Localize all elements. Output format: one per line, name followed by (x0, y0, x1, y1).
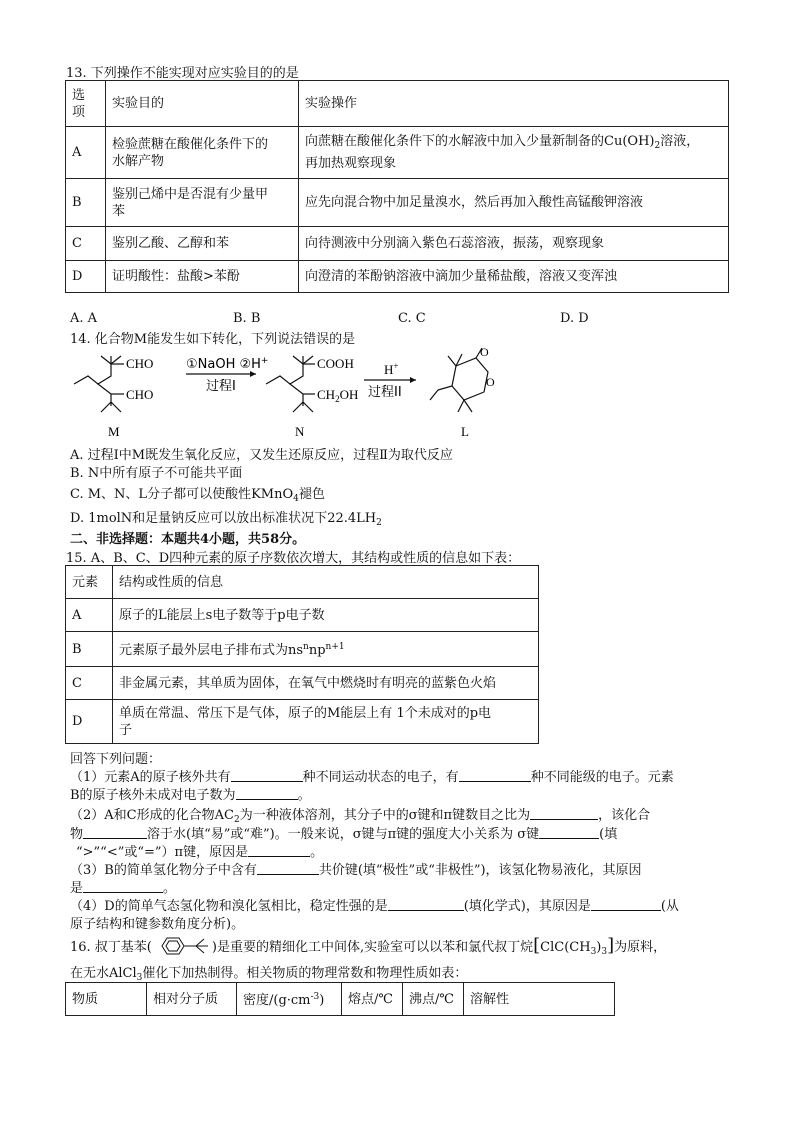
n-methyl-bond (293, 402, 303, 412)
q14-option-c-text: C. M、N、L分子都可以使酸性 (70, 487, 252, 502)
q15-row-info-mid: np (308, 643, 326, 658)
q15-p2-text: ，该化合 (598, 808, 651, 823)
q13-header-option-bottom: 项 (72, 104, 86, 120)
m-methyl-bond (111, 356, 121, 364)
table-row (66, 632, 539, 667)
q16-formula-sub: 3 (590, 947, 597, 957)
q14-option-d (70, 507, 382, 528)
n-ch2oh-tail: OH (339, 387, 359, 402)
q13-row-op-text: 向蔗糖在酸催化条件下的水解液中加入少量新制备的 (305, 134, 605, 149)
q13-row-op-formula: Cu(OH) (604, 134, 655, 149)
q13-row-goal (106, 127, 299, 179)
q14-option-c-sub: 4 (293, 494, 299, 504)
q13-row-goal: 鉴别乙酸、乙醇和苯 (106, 227, 299, 261)
q15-row-info: 原子的L能层上s电子数等于p电子数 (113, 599, 539, 632)
step1-reagents-text: ①NaOH ②H (186, 357, 261, 372)
q15-row-info-text: 元素原子最外层电子排布式为ns (119, 643, 304, 658)
q13-option-b: B. B (233, 311, 261, 326)
q13-row-key: C (66, 227, 106, 261)
q16-text: 为原料， (614, 940, 667, 955)
q15-row-info-line1: 单质在常温、常压下是气体，原子的M能层上有 1个未成对的p电 (119, 705, 492, 721)
q14-option-d-sub: 2 (376, 518, 382, 528)
q15-p2-text: “>”“<”或“=”）π键，原因是 (76, 845, 249, 860)
answer-blank[interactable] (231, 769, 303, 782)
l-methyl-bond (458, 400, 464, 412)
q14-title: 14. 化合物M能发生如下转化，下列说法错误的是 (70, 332, 356, 347)
n-cooh: COOH (317, 356, 354, 371)
q15-part4-line2: 原子结构和键参数角度分析)。 (70, 917, 245, 932)
q14-reaction-scheme (66, 344, 506, 444)
l-carbonyl-o: O (480, 345, 489, 359)
step1-reagents (186, 356, 268, 372)
m-methyl-bond (101, 402, 111, 412)
q15-title: 15. A、B、C、D四种元素的原子序数依次增大，其结构或性质的信息如下表： (66, 551, 521, 566)
answer-blank[interactable] (248, 844, 310, 857)
q16-header-density-tail: ) (319, 993, 325, 1008)
l-methyl-bond (464, 400, 472, 412)
q13-row-goal-line1: 检验蔗糖在酸催化条件下的 (112, 136, 269, 152)
table-row (66, 599, 539, 632)
n-ch2oh-text: CH (317, 387, 336, 402)
q13-table (65, 80, 729, 293)
m-skeleton (74, 356, 124, 412)
tbutyl-bond (196, 939, 204, 946)
step2-arrow-head (410, 377, 416, 383)
n-ch2oh-sub: 2 (335, 394, 340, 404)
q15-part1-line1 (70, 766, 674, 785)
answer-blank[interactable] (459, 769, 531, 782)
q16-table (65, 982, 615, 1016)
q15-row-info: 非金属元素，其单质为固体，在氧气中燃烧时有明亮的蓝紫色火焰 (113, 667, 539, 700)
benzene-inner-ring (166, 941, 180, 951)
answer-blank[interactable] (388, 898, 464, 911)
q15-p2-text: (填 (599, 827, 618, 842)
q16-text: 催化下加热制得。相关物质的物理常数和物理性质如表： (142, 966, 468, 981)
answer-blank[interactable] (257, 862, 319, 875)
answer-blank[interactable] (83, 880, 163, 893)
answer-blank[interactable] (83, 826, 147, 839)
table-row (66, 227, 729, 261)
q13-option-c: C. C (398, 311, 426, 326)
q15-p1-text: 种不同运动状态的电子，有 (302, 770, 459, 785)
q13-row-op-line1 (305, 133, 722, 155)
step2-reagent-text: H (384, 362, 394, 377)
q13-row-goal (106, 179, 299, 227)
q15-p1-text: （1）元素A的原子核外共有 (70, 770, 231, 785)
q15-row-info (113, 700, 539, 744)
tbutyl-bond (196, 946, 204, 953)
q15-p1-text: 种不同能级的电子。元素 (530, 770, 674, 785)
q13-row-key: A (66, 127, 106, 179)
m-cho-bottom: CHO (126, 387, 154, 402)
q15-p2-sub: 2 (233, 815, 240, 825)
l-ethyl-bond (438, 386, 452, 390)
q13-row-op-tail: 溶液， (660, 134, 700, 149)
q15-row-key: B (66, 632, 113, 667)
q16-formula-sub: 3 (601, 947, 608, 957)
n-chain-bond (290, 384, 303, 394)
step2-reagent-sup: + (393, 361, 399, 371)
q13-row-goal-line2: 苯 (112, 203, 126, 219)
q15-p4-text: (填化学式)，其原因是 (463, 899, 591, 914)
q15-header-info: 结构或性质的信息 (113, 566, 539, 599)
q16-line1 (70, 935, 666, 957)
q16-header-molar-mass: 相对分子质 (147, 983, 237, 1016)
q16-header-density-sup: -3 (310, 992, 320, 1002)
l-label: L (461, 424, 469, 439)
q16-header-density-text: 密度/(g·cm (243, 993, 311, 1008)
q13-option-a: A. A (70, 311, 98, 326)
q15-row-key: A (66, 599, 113, 632)
table-row (66, 700, 539, 744)
q15-row-info-sup: n (303, 642, 309, 652)
q16-header-density (237, 983, 342, 1016)
q15-row-info-line2: 子 (119, 722, 133, 738)
q16-formula: ClC(CH (540, 940, 591, 955)
answer-blank[interactable] (236, 787, 298, 800)
q15-p3-text: 。 (163, 881, 177, 896)
m-cho-top: CHO (126, 356, 154, 371)
q15-part3-line2 (70, 877, 176, 896)
q15-p2-text: （2）A和C形成的化合物AC (70, 808, 234, 823)
q15-row-key: C (66, 667, 113, 700)
table-row (66, 261, 729, 293)
l-ring-o: O (486, 375, 495, 389)
n-ch2oh (317, 387, 358, 404)
q13-row-op: 应先向混合物中加足量溴水，然后再加入酸性高锰酸钾溶液 (299, 179, 729, 227)
m-methyl-bond (101, 356, 111, 364)
q16-text: 在无水 (70, 966, 110, 981)
bracket-right-icon: ] (607, 935, 615, 956)
n-methyl-bond (303, 402, 313, 412)
n-label: N (295, 424, 305, 439)
q15-table (65, 565, 539, 744)
m-chain-bond (98, 384, 111, 394)
q16-text: )是重要的精细化工中间体,实验室可以以苯和氯代叔丁烷 (211, 940, 534, 955)
step1-label: 过程I (206, 379, 236, 394)
tert-butylbenzene-structure (152, 936, 212, 956)
answer-blank[interactable] (539, 826, 599, 839)
q15-p3-text: 共价键(填“极性”或“非极性”)，该氢化物易液化，其原因 (318, 863, 642, 878)
q13-row-goal-line2: 水解产物 (112, 153, 165, 169)
step1-reagents-sup: + (260, 356, 269, 366)
table-row (66, 667, 539, 700)
q16-header-row (66, 983, 615, 1016)
q15-part1-line2 (70, 784, 311, 803)
answer-blank[interactable] (530, 807, 598, 820)
q16-header-boiling: 沸点/℃ (403, 983, 464, 1016)
q14-option-d-text: D. 1molN和足量钠反应可以放出标准状况下 (70, 511, 328, 526)
q15-part4-line1 (70, 895, 679, 914)
q16-header-solubility: 溶解性 (464, 983, 615, 1016)
q13-row-goal: 证明酸性：盐酸>苯酚 (106, 261, 299, 293)
m-methyl-bond (111, 402, 121, 412)
q15-header-row (66, 566, 539, 599)
n-methyl-bond (293, 356, 303, 364)
table-row (66, 127, 729, 179)
step2-reagent (384, 361, 398, 377)
n-methyl-bond (303, 356, 313, 364)
q16-formula-tail: ) (596, 940, 602, 955)
q13-row-op (299, 127, 729, 179)
q15-part2-line3 (76, 841, 323, 860)
q15-row-info-sup: n+1 (325, 642, 345, 652)
q15-row-info (113, 632, 539, 667)
q15-p3-text: （3）B的简单氢化物分子中含有 (70, 863, 257, 878)
q13-header-goal: 实验目的 (106, 81, 299, 127)
q15-header-element: 元素 (66, 566, 113, 599)
q16-formula-sub: 3 (136, 973, 143, 983)
q14-option-d-formula: 22.4LH (327, 511, 377, 526)
table-row (66, 179, 729, 227)
q15-part2-line2 (70, 823, 617, 842)
q13-row-op-line2: 再加热观察现象 (305, 156, 397, 171)
q15-p4-text: (从 (660, 899, 679, 914)
bracket-left-icon: [ (533, 935, 541, 956)
q15-part2-line1 (70, 804, 650, 825)
q13-header-option-top: 选 (72, 87, 86, 103)
q15-p4-text: （4）D的简单气态氢化物和溴化氢相比，稳定性强的是 (70, 899, 388, 914)
q13-header-option (66, 81, 106, 127)
q14-option-c (70, 483, 325, 504)
q13-header-op: 实验操作 (299, 81, 729, 127)
q15-p2-text: 溶于水(填“易”或“难”)。一般来说，σ键与π键的强度大小关系为 σ键 (147, 827, 540, 842)
q15-p3-text: 是 (70, 881, 84, 896)
q16-text: 16. 叔丁基苯( (70, 940, 152, 955)
m-label: M (108, 424, 120, 439)
q15-p2-text: 为一种液体溶剂，其分子中的σ键和π键数目之比为 (239, 808, 531, 823)
step2-label: 过程II (368, 385, 402, 400)
q14-option-c-formula: KMnO (251, 487, 294, 502)
l-methyl-bond (448, 356, 456, 366)
q13-option-d: D. D (560, 311, 589, 326)
q13-row-key: D (66, 261, 106, 293)
q13-title: 13. 下列操作不能实现对应实验目的的是 (66, 66, 299, 81)
q15-p1-text: B的原子核外未成对电子数为 (70, 788, 236, 803)
q15-p2-text: 。 (310, 845, 324, 860)
section-2-heading: 二、非选择题：本题共4小题，共58分。 (70, 532, 306, 547)
q16-header-substance: 物质 (66, 983, 147, 1016)
q13-row-op: 向待测液中分别滴入紫色石蕊溶液，振荡，观察现象 (299, 227, 729, 261)
q15-p2-text: 物 (70, 827, 84, 842)
q14-option-a: A. 过程I中M既发生氧化反应，又发生还原反应，过程Ⅱ为取代反应 (70, 448, 453, 463)
q13-row-goal-line1: 鉴别己烯中是否混有少量甲 (112, 186, 269, 202)
q13-row-op: 向澄清的苯酚钠溶液中滴加少量稀盐酸，溶液又变浑浊 (299, 261, 729, 293)
q14-option-c-tail: 褪色 (298, 487, 325, 502)
q16-line2 (70, 962, 467, 983)
q15-p1-text: 。 (297, 788, 311, 803)
q13-row-op-sub: 2 (654, 141, 661, 151)
q13-row-key: B (66, 179, 106, 227)
q16-header-melting: 熔点/℃ (342, 983, 403, 1016)
q14-option-b: B. N中所有原子不可能共平面 (70, 466, 243, 481)
q15-answer-intro: 回答下列问题： (70, 752, 162, 767)
l-ethyl-bond (430, 390, 438, 400)
q13-header-row (66, 81, 729, 127)
answer-blank[interactable] (591, 898, 661, 911)
q15-part3-line1 (70, 859, 642, 878)
benzene-ring (162, 938, 184, 954)
q15-row-key: D (66, 700, 113, 744)
n-skeleton (266, 356, 315, 412)
q16-formula: AlCl (109, 966, 137, 981)
